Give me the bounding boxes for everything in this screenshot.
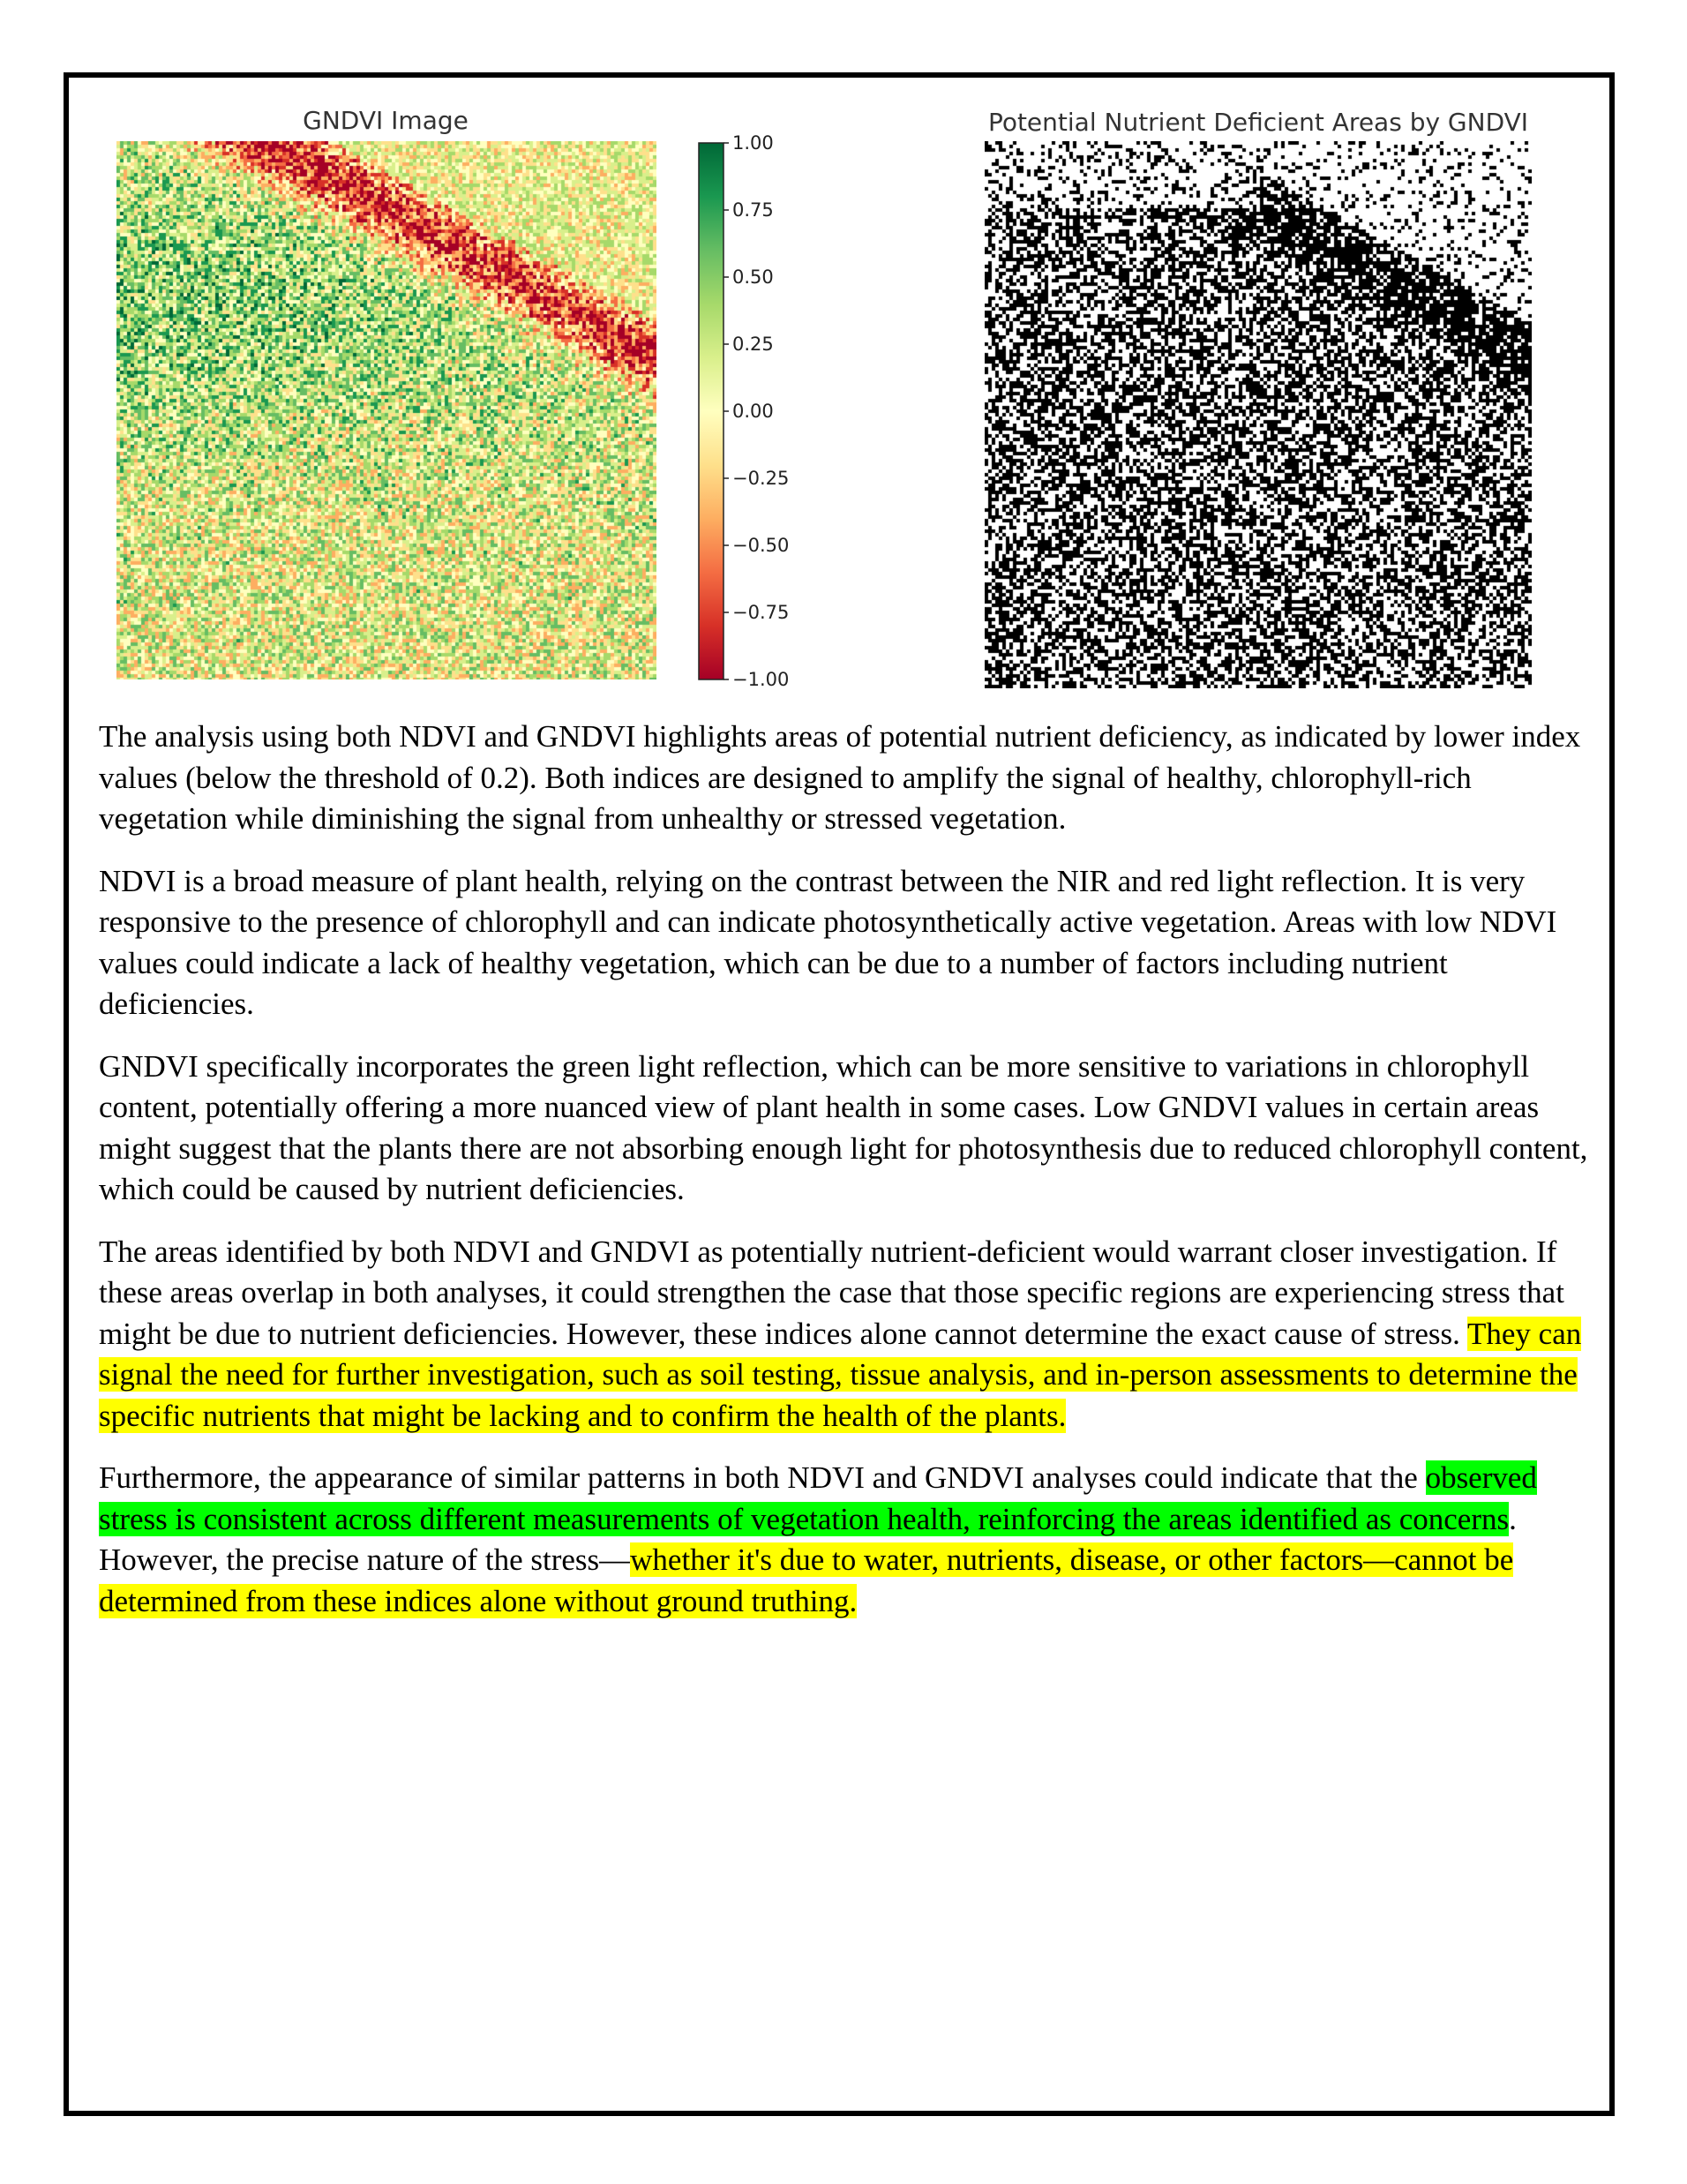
paragraph-4-yellow-highlight: They can signal the need for further investigation, such as soil testing, tissue analysis, and in-person assessments to determine the specific nutrients that might be lacking and to confirm the health of the plants.	[99, 1316, 1582, 1433]
paragraph-1: The analysis using both NDVI and GNDVI highlights areas of potential nutrient deficiency, as indicated by lower index values (below the threshold of 0.2). Both indices are designed to amplify the signal of healthy, chlorophyll-rich vegetation while diminishing the signal from unhealthy or stressed vegetation.	[99, 719, 1581, 836]
colorbar-tick-label: 0.75	[732, 199, 774, 221]
deficient-areas-map	[985, 141, 1532, 688]
colorbar-gradient	[699, 143, 724, 679]
paragraph-5-text-mid: . However, the precise nature of the stress—	[99, 1501, 1517, 1577]
paragraph-4-text: The areas identified by both NDVI and GNDVI as potentially nutrient-deficient would warrant closer investigation. If these areas overlap in both analyses, it could strengthen the case that those specific regions are experiencing stress that might be due to nutrient deficiencies. However, these indices alone cannot determine the exact cause of stress.	[99, 1234, 1564, 1351]
colorbar-tick-label: −0.75	[732, 602, 790, 623]
paragraph-4	[99, 1232, 1590, 1437]
gndvi-image-title: GNDVI Image	[303, 106, 469, 135]
colorbar-tick-label: 1.00	[732, 132, 774, 154]
colorbar-tick-label: −1.00	[732, 669, 790, 690]
paragraph-5-green-highlight: observed stress is consistent across different measurements of vegetation health, reinforcing the areas identified as concerns	[99, 1460, 1537, 1536]
colorbar-tick-label: 0.25	[732, 334, 774, 355]
colorbar-tick-label: −0.25	[732, 468, 790, 489]
paragraph-3: GNDVI specifically incorporates the green light reflection, which can be more sensitive to variations in chlorophyll content, potentially offering a more nuanced view of plant health in some cases. Low GNDVI values in certain areas might suggest that the plants there are not absorbing enough light for photosynthesis due to reduced chlorophyll content, which could be caused by nutrient deficiencies.	[99, 1048, 1588, 1206]
paragraph-5-text-start: Furthermore, the appearance of similar patterns in both NDVI and GNDVI analyses could indicate that the	[99, 1460, 1426, 1495]
gndvi-colorbar	[688, 132, 803, 697]
deficient-areas-title: Potential Nutrient Deficient Areas by GNDVI	[987, 108, 1529, 137]
colorbar-tick-label: −0.50	[732, 535, 790, 556]
colorbar-tick-label: 0.00	[732, 401, 774, 422]
paragraph-5-yellow-highlight: whether it's due to water, nutrients, disease, or other factors—cannot be determined from these indices alone without ground truthing.	[99, 1542, 1514, 1618]
colorbar-tick-label: 0.50	[732, 266, 774, 288]
paragraph-5	[99, 1458, 1590, 1622]
analysis-text	[99, 717, 1590, 1643]
paragraph-2: NDVI is a broad measure of plant health, relying on the contrast between the NIR and red light reflection. It is very responsive to the presence of chlorophyll and can indicate photosynthetically active vegetation. Areas with low NDVI values could indicate a lack of healthy vegetation, which can be due to a number of factors including nutrient deficiencies.	[99, 863, 1557, 1021]
gndvi-heatmap	[116, 141, 656, 679]
